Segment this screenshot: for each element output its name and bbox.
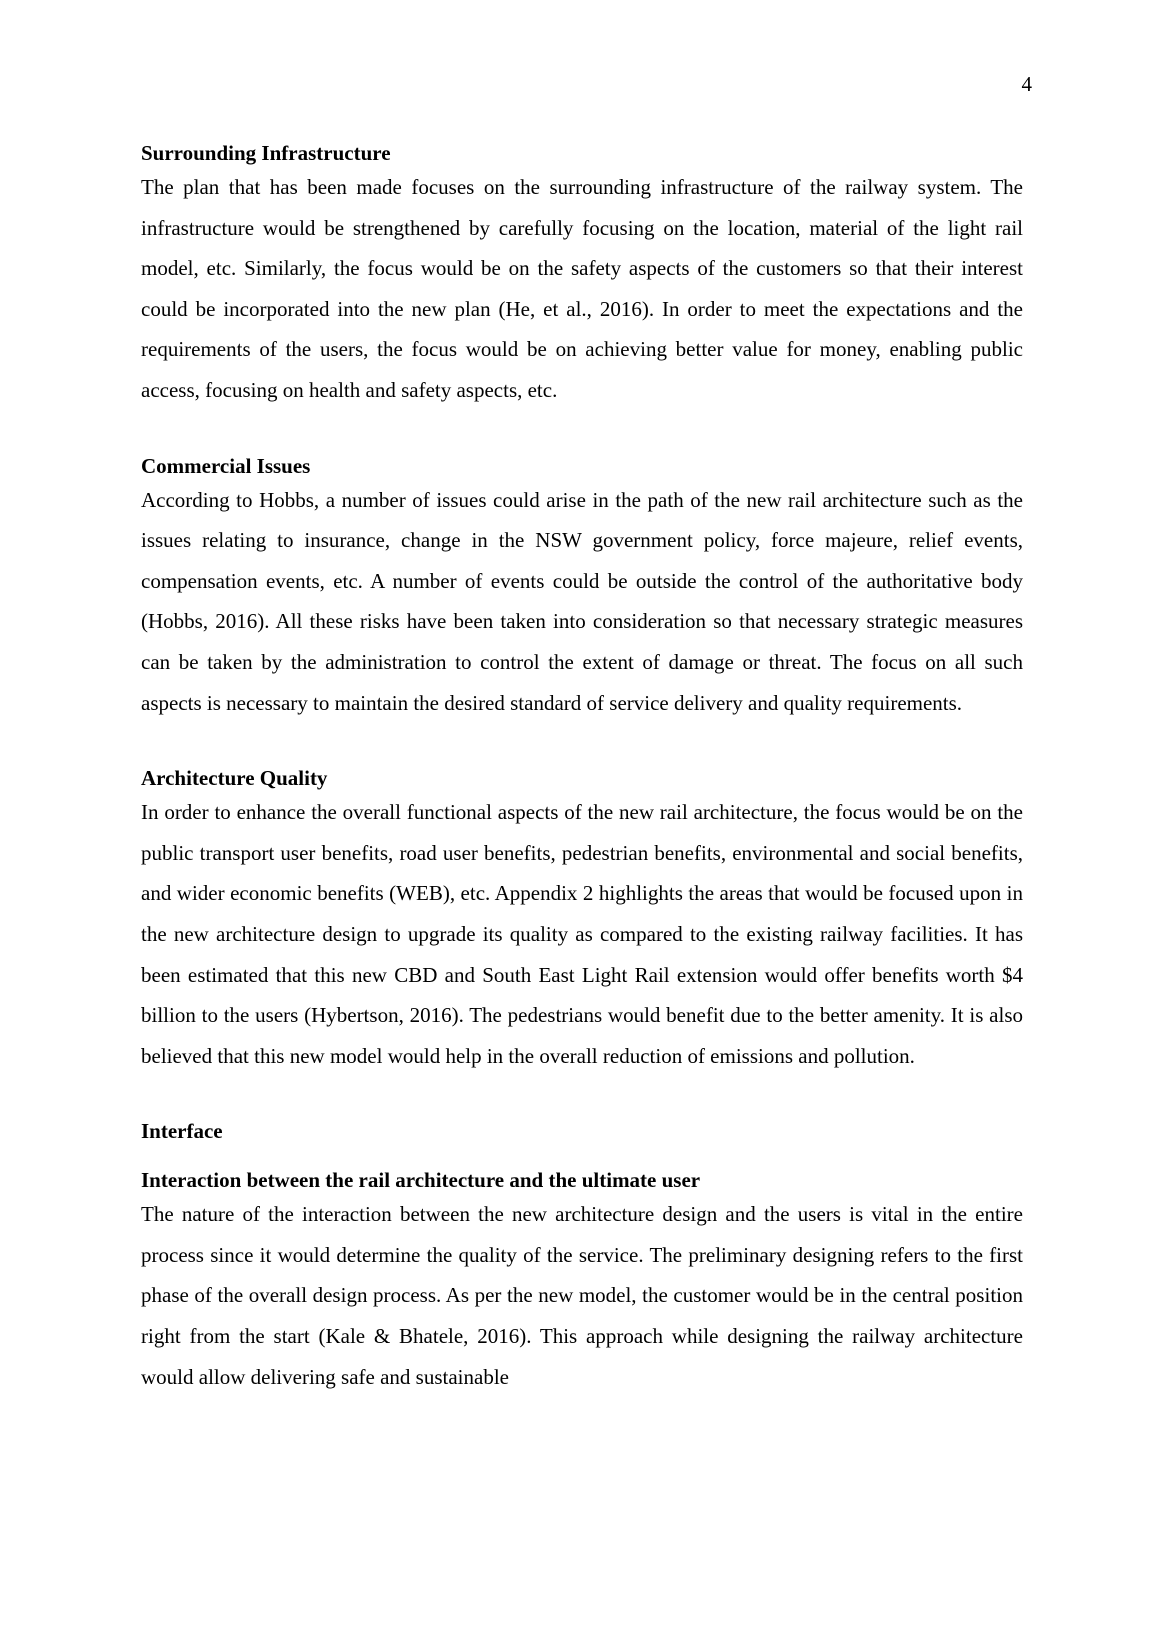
page-number: 4 <box>1021 72 1032 96</box>
section-surrounding-infrastructure <box>141 140 1023 411</box>
section-spacer <box>141 723 1023 765</box>
section-spacer <box>141 411 1023 453</box>
section-paragraph: The nature of the interaction between the new architecture design and the users is vital in the entire process since it would determine the quality of the service. The preliminary designing refers to the first phase of the overall design process. As per the new model, the customer would be in the central position right from the start (Kale & Bhatele, 2016). This approach while designing the railway architecture would allow delivering safe and sustainable <box>141 1202 1023 1389</box>
section-paragraph: According to Hobbs, a number of issues could arise in the path of the new rail architecture such as the issues relating to insurance, change in the NSW government policy, force majeure, relief events, compensation events, etc. A number of events could be outside the control of the authoritative body (Hobbs, 2016). All these risks have been taken into consideration so that necessary strategic measures can be taken by the administration to control the extent of damage or threat. The focus on all such aspects is necessary to maintain the desired standard of service delivery and quality requirements. <box>141 487 1023 715</box>
section-paragraph: The plan that has been made focuses on the surrounding infrastructure of the railway system. The infrastructure would be strengthened by carefully focusing on the location, material of the light rail model, etc. Similarly, the focus would be on the safety aspects of the customers so that their interest could be incorporated into the new plan (He, et al., 2016). In order to meet the expectations and the requirements of the users, the focus would be on achieving better value for money, enabling public access, focusing on health and safety aspects, etc. <box>141 175 1023 402</box>
section-heading: Architecture Quality <box>141 766 328 791</box>
page-content <box>141 140 1023 1397</box>
section-architecture-quality <box>141 765 1023 1076</box>
subsection-spacer <box>141 1145 1023 1167</box>
section-spacer <box>141 1076 1023 1118</box>
section-heading: Surrounding Infrastructure <box>141 141 391 165</box>
subsection-heading: Interaction between the rail architecture and the ultimate user <box>141 1168 701 1193</box>
section-paragraph: In order to enhance the overall functional aspects of the new rail architecture, the focus would be on the public transport user benefits, road user benefits, pedestrian benefits, environmental and social benefits, and wider economic benefits (WEB), etc. Appendix 2 highlights the areas that would be focused upon in the new architecture design to upgrade its quality as compared to the existing railway facilities. It has been estimated that this new CBD and South East Light Rail extension would offer benefits worth $4 billion to the users (Hybertson, 2016). The pedestrians would benefit due to the better amenity. It is also believed that this new model would help in the overall reduction of emissions and pollution. <box>141 800 1023 1068</box>
section-heading: Interface <box>141 1119 223 1144</box>
section-interface <box>141 1118 1023 1397</box>
section-heading: Commercial Issues <box>141 453 311 478</box>
section-commercial-issues <box>141 453 1023 724</box>
